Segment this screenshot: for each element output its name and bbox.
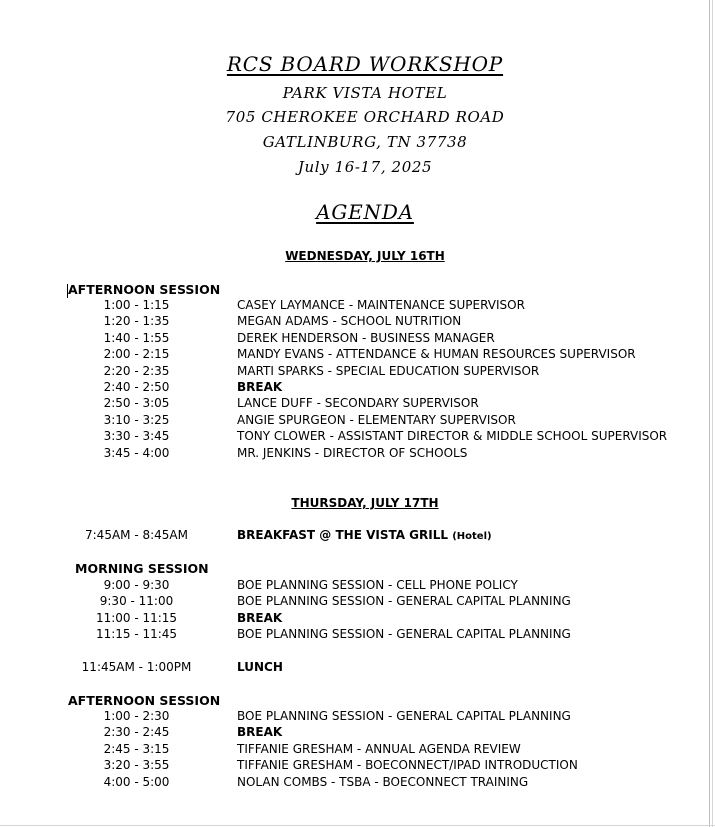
breakfast-label: BREAKFAST @ THE VISTA GRILL <box>237 528 449 542</box>
agenda-time: 2:30 - 2:45 <box>103 725 170 740</box>
agenda-description: BOE PLANNING SESSION - GENERAL CAPITAL PLANNING <box>237 709 571 723</box>
agenda-row <box>0 775 700 791</box>
venue-name: PARK VISTA HOTEL <box>282 84 448 102</box>
agenda-time: 11:00 - 11:15 <box>95 610 178 625</box>
agenda-time: 11:45AM - 1:00PM <box>81 660 192 674</box>
breakfast-note: (Hotel) <box>452 531 492 542</box>
agenda-description: BOE PLANNING SESSION - GENERAL CAPITAL PLANNING <box>237 627 571 642</box>
agenda-description: MARTI SPARKS - SPECIAL EDUCATION SUPERVISOR <box>237 363 540 378</box>
agenda-time: 2:45 - 3:15 <box>103 741 170 756</box>
venue-city: GATLINBURG, TN 37738 <box>262 133 468 151</box>
agenda-description: BOE PLANNING SESSION - CELL PHONE POLICY <box>237 578 518 592</box>
agenda-description: MR. JENKINS - DIRECTOR OF SCHOOLS <box>237 445 468 460</box>
agenda-time: 1:00 - 2:30 <box>103 709 170 723</box>
agenda-time: 3:20 - 3:55 <box>103 758 170 773</box>
agenda-heading: AGENDA <box>316 200 414 224</box>
agenda-row <box>0 331 700 347</box>
agenda-row <box>0 380 700 396</box>
agenda-description: LUNCH <box>237 660 283 674</box>
agenda-description: ANGIE SPURGEON - ELEMENTARY SUPERVISOR <box>237 412 516 427</box>
agenda-row <box>0 709 700 725</box>
agenda-description: BREAK <box>237 610 283 625</box>
agenda-row <box>0 298 700 314</box>
agenda-time: 2:40 - 2:50 <box>103 380 170 394</box>
agenda-description: BREAK <box>237 725 283 740</box>
agenda-description: LANCE DUFF - SECONDARY SUPERVISOR <box>237 396 479 411</box>
agenda-time: 9:30 - 11:00 <box>99 594 174 609</box>
wednesday-afternoon-session-heading: AFTERNOON SESSION <box>68 282 221 297</box>
venue-address: 705 CHEROKEE ORCHARD ROAD <box>225 108 505 126</box>
agenda-description: BOE PLANNING SESSION - GENERAL CAPITAL PLANNING <box>237 594 571 609</box>
agenda-time: 3:45 - 4:00 <box>103 445 170 460</box>
agenda-time: 3:30 - 3:45 <box>103 429 170 444</box>
agenda-row <box>0 364 700 380</box>
day-heading-wednesday: WEDNESDAY, JULY 16TH <box>285 249 445 263</box>
agenda-row <box>0 347 700 363</box>
document-title: RCS BOARD WORKSHOP <box>226 52 504 76</box>
agenda-row <box>0 594 700 610</box>
agenda-description: NOLAN COMBS - TSBA - BOECONNECT TRAINING <box>237 774 529 789</box>
agenda-row <box>0 396 700 412</box>
agenda-description: CASEY LAYMANCE - MAINTENANCE SUPERVISOR <box>237 298 525 312</box>
agenda-description: BREAK <box>237 380 283 394</box>
agenda-time: 9:00 - 9:30 <box>103 578 170 592</box>
agenda-row <box>0 314 700 330</box>
agenda-row <box>0 742 700 758</box>
agenda-time: 1:00 - 1:15 <box>103 298 170 312</box>
agenda-description: DEREK HENDERSON - BUSINESS MANAGER <box>237 330 495 345</box>
agenda-time: 11:15 - 11:45 <box>95 627 178 642</box>
agenda-row-breakfast <box>0 528 700 544</box>
agenda-description: TONY CLOWER - ASSISTANT DIRECTOR & MIDDLE SCHOOL SUPERVISOR <box>237 429 668 444</box>
day-heading-thursday: THURSDAY, JULY 17TH <box>291 496 439 510</box>
agenda-row <box>0 413 700 429</box>
agenda-description: TIFFANIE GRESHAM - ANNUAL AGENDA REVIEW <box>237 741 521 756</box>
agenda-time: 7:45AM - 8:45AM <box>85 528 188 542</box>
agenda-description: TIFFANIE GRESHAM - BOECONNECT/IPAD INTRODUCTION <box>237 758 578 773</box>
agenda-row <box>0 429 700 445</box>
agenda-description: MANDY EVANS - ATTENDANCE & HUMAN RESOURCES SUPERVISOR <box>237 347 636 362</box>
agenda-time: 2:50 - 3:05 <box>103 396 170 411</box>
event-dates: July 16-17, 2025 <box>297 158 433 176</box>
agenda-row <box>0 627 700 643</box>
agenda-row-lunch <box>0 660 700 676</box>
agenda-time: 4:00 - 5:00 <box>103 774 170 789</box>
agenda-time: 2:00 - 2:15 <box>103 347 170 362</box>
agenda-time: 2:20 - 2:35 <box>103 363 170 378</box>
agenda-row <box>0 446 700 462</box>
agenda-row <box>0 725 700 741</box>
agenda-time: 1:40 - 1:55 <box>103 330 170 345</box>
agenda-time: 3:10 - 3:25 <box>103 412 170 427</box>
page-border-bottom <box>0 825 715 826</box>
thursday-afternoon-session-heading: AFTERNOON SESSION <box>68 693 221 708</box>
agenda-row <box>0 758 700 774</box>
thursday-morning-session-heading: MORNING SESSION <box>75 561 209 576</box>
agenda-description: MEGAN ADAMS - SCHOOL NUTRITION <box>237 314 462 329</box>
agenda-row <box>0 578 700 594</box>
agenda-description <box>237 528 492 542</box>
agenda-row <box>0 611 700 627</box>
agenda-time: 1:20 - 1:35 <box>103 314 170 329</box>
